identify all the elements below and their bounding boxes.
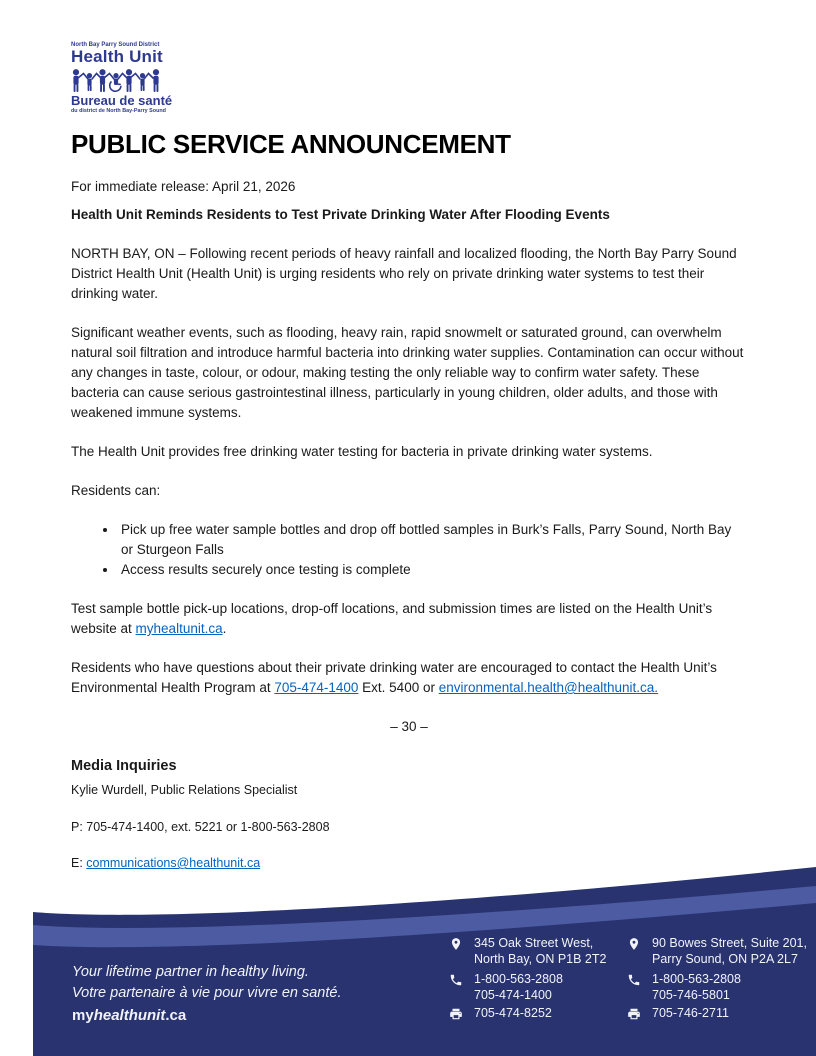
bullet-item-1: • Pick up free water sample bottles and drop off bottled samples in Burk’s Falls, Parry Sound, North Bay or Sturgeon Falls <box>118 520 747 560</box>
body-paragraph-1: NORTH BAY, ON – Following recent periods of heavy rainfall and localized flooding, the North Bay Parry Sound District Health Unit (Health Unit) is urging residents who rely on private drinking water systems to test their drinking water. <box>71 246 737 301</box>
footer-tagline-en: Your lifetime partner in healthy living. <box>72 964 309 980</box>
parry-sound-fax-row <box>627 1006 729 1022</box>
fax-icon <box>627 1007 641 1021</box>
parry-sound-phone-row <box>627 972 741 1003</box>
contact-paragraph-text: Residents who have questions about their private drinking water are encouraged to contact the Health Unit’s Environmental Health Program at <box>71 660 717 695</box>
health-unit-logo <box>71 42 173 114</box>
media-phone-line: P: 705-474-1400, ext. 5221 or 1-800-563-2808 <box>71 819 330 834</box>
footer-website[interactable] <box>72 1007 186 1024</box>
website-paragraph-text: Test sample bottle pick-up locations, drop-off locations, and submission times are listed on the Health Unit’s website at <box>71 601 713 636</box>
north-bay-phones: 1-800-563-2808 705-474-1400 <box>474 972 563 1002</box>
contact-paragraph <box>71 658 747 698</box>
phone-number-link[interactable]: 705-474-1400 <box>274 680 359 695</box>
location-pin-icon <box>449 937 463 951</box>
contact-paragraph-mid: Ext. 5400 or <box>358 680 439 695</box>
bullet-list <box>71 520 747 580</box>
footer-website-my: my <box>72 1007 94 1024</box>
logo-district-line: du district de North Bay-Parry Sound <box>71 108 166 114</box>
media-email-prefix: E: <box>71 856 87 870</box>
website-paragraph-period: . <box>222 621 227 636</box>
north-bay-address: 345 Oak Street West, North Bay, ON P1B 2T2 <box>474 936 607 966</box>
media-contact-name: Kylie Wurdell, Public Relations Specialist <box>71 783 298 797</box>
logo-bureau-de-sante: Bureau de santé <box>71 93 173 108</box>
parry-sound-address-row <box>627 936 807 967</box>
press-release-body <box>71 130 747 892</box>
north-bay-address-row <box>449 936 606 967</box>
location-pin-icon <box>627 937 641 951</box>
parry-sound-phones: 1-800-563-2808 705-746-5801 <box>652 972 741 1002</box>
people-holding-hands-icon <box>71 68 165 93</box>
logo-region-line: North Bay Parry Sound District <box>71 42 160 48</box>
parry-sound-fax: 705-746-2711 <box>652 1006 729 1020</box>
phone-icon <box>449 973 463 987</box>
communications-email-link[interactable]: communications@healthunit.ca <box>86 856 261 870</box>
body-paragraph-3: The Health Unit provides free drinking water testing for bacteria in private drinking water systems. <box>71 444 653 459</box>
bullet-item-2: • Access results securely once testing is complete <box>118 560 747 580</box>
footer-tagline-fr: Votre partenaire à vie pour vivre en santé. <box>72 985 342 1001</box>
fax-icon <box>449 1007 463 1021</box>
north-bay-phone-row <box>449 972 563 1003</box>
north-bay-fax: 705-474-8252 <box>474 1006 552 1020</box>
media-inquiries-heading: Media Inquiries <box>71 758 177 774</box>
myhealthunit-link[interactable]: myhealtunit.ca <box>135 621 223 636</box>
north-bay-fax-row <box>449 1006 552 1022</box>
headline: Health Unit Reminds Residents to Test Private Drinking Water After Flooding Events <box>71 207 610 222</box>
residents-can-label: Residents can: <box>71 483 161 498</box>
end-mark: – 30 – <box>390 719 428 734</box>
footer-website-healthunit: healthunit <box>93 1007 166 1024</box>
environmental-health-email-link[interactable]: environmental.health@healthunit.ca. <box>438 680 659 695</box>
logo-health-unit-name: Health Unit <box>71 47 163 66</box>
parry-sound-address: 90 Bowes Street, Suite 201, Parry Sound, ON P2A 2L7 <box>652 936 807 966</box>
release-date-line: For immediate release: April 21, 2026 <box>71 179 296 194</box>
phone-icon <box>627 973 641 987</box>
page-title: PUBLIC SERVICE ANNOUNCEMENT <box>71 129 511 159</box>
body-paragraph-2: Significant weather events, such as flooding, heavy rain, rapid snowmelt or saturated ground, can overwhelm natural soil filtration and introduce harmful bacteria into drinking water supplies. Contamination can occur without any changes in taste, colour, or odour, making testing the only reliable way to confirm water safety. These bacteria can cause serious gastrointestinal illness, particularly in young children, older adults, and those with weakened immune systems. <box>71 325 744 420</box>
footer-website-ca: .ca <box>165 1007 187 1024</box>
website-paragraph <box>71 599 747 639</box>
